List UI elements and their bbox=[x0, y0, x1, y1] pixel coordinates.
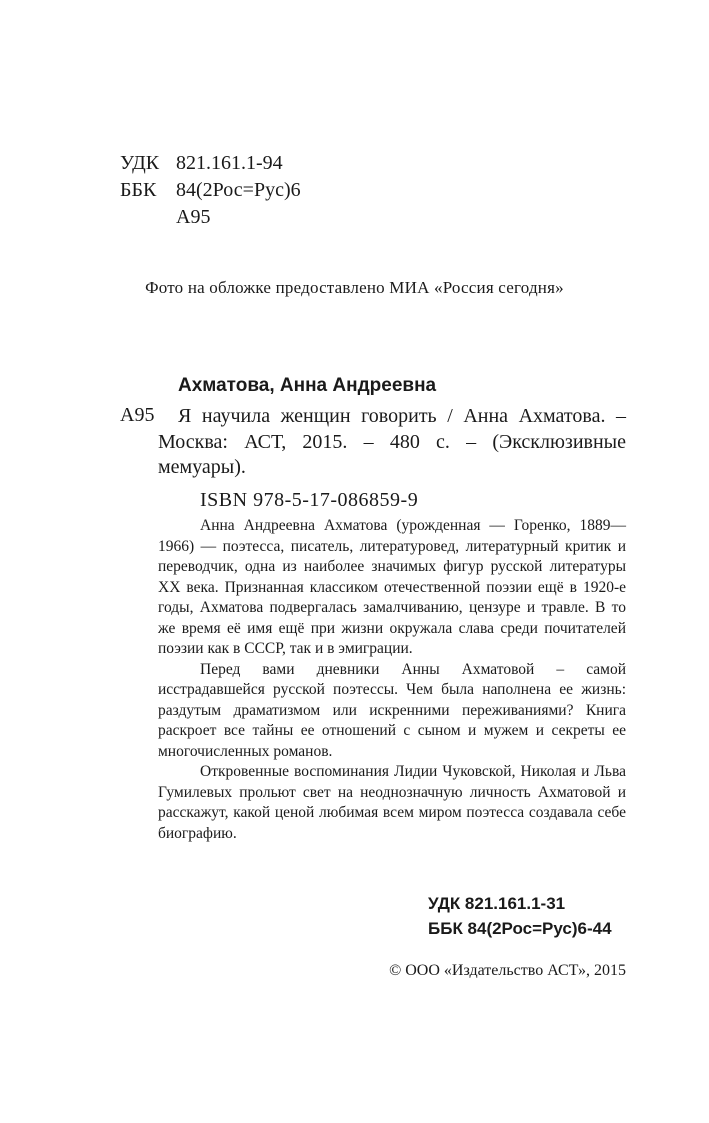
bbk-value: 84(2Рос=Рус)6 bbox=[176, 179, 301, 201]
annotation-paragraph: Анна Андреевна Ахматова (урожденная — Горенко, 1889—1966) — поэтесса, писатель, литературовед, литературный критик и переводчик, одна из наиболее значимых фигур русской литературы XX века. Признанная классиком отечественной поэзии ещё в 1920-е годы, Ахматова подвергалась замалчиванию, цензуре и травле. В то же время её имя ещё при жизни окружала слава среди почитателей поэзии как в СССР, так и в эмиграции. bbox=[158, 517, 626, 657]
index-bbk: ББК 84(2Рос=Рус)6-44 bbox=[428, 919, 612, 938]
index-codes bbox=[428, 891, 612, 941]
udk-row bbox=[120, 150, 301, 177]
annotation bbox=[158, 516, 626, 844]
bbk-row bbox=[120, 177, 301, 204]
bbk-label: ББК bbox=[120, 179, 157, 201]
record-author-sign: А95 bbox=[120, 404, 155, 426]
annotation-paragraph: Перед вами дневники Анны Ахматовой – самой исстрадавшейся русской поэтессы. Чем была наполнена ее жизнь: раздутым драматизмом или искренними переживаниями? Книга раскроет все тайны ее отношений с сыном и мужем и секреты ее многочисленных романов. bbox=[158, 660, 626, 760]
index-udk: УДК 821.161.1-31 bbox=[428, 894, 566, 913]
catalog-codes bbox=[120, 150, 301, 231]
udk-value: 821.161.1-94 bbox=[176, 152, 283, 174]
udk-label: УДК bbox=[120, 152, 160, 174]
isbn: ISBN 978-5-17-086859-9 bbox=[200, 489, 419, 511]
copyright: © ООО «Издательство АСТ», 2015 bbox=[389, 962, 626, 979]
author-sign: А95 bbox=[176, 206, 211, 228]
annotation-paragraph: Откровенные воспоминания Лидии Чуковской, Николая и Льва Гумилевых прольют свет на неоднозначную личность Ахматовой и расскажут, какой ценой любимая всем миром поэтесса создавала себе биографию. bbox=[158, 763, 626, 842]
record-title: Я научила женщин говорить / Анна Ахматова. – Москва: АСТ, 2015. – 480 с. – (Эксклюзивные мемуары). bbox=[158, 405, 626, 478]
photo-credit: Фото на обложке предоставлено МИА «Россия сегодня» bbox=[145, 278, 564, 297]
record-author: Ахматова, Анна Андреевна bbox=[178, 375, 437, 396]
